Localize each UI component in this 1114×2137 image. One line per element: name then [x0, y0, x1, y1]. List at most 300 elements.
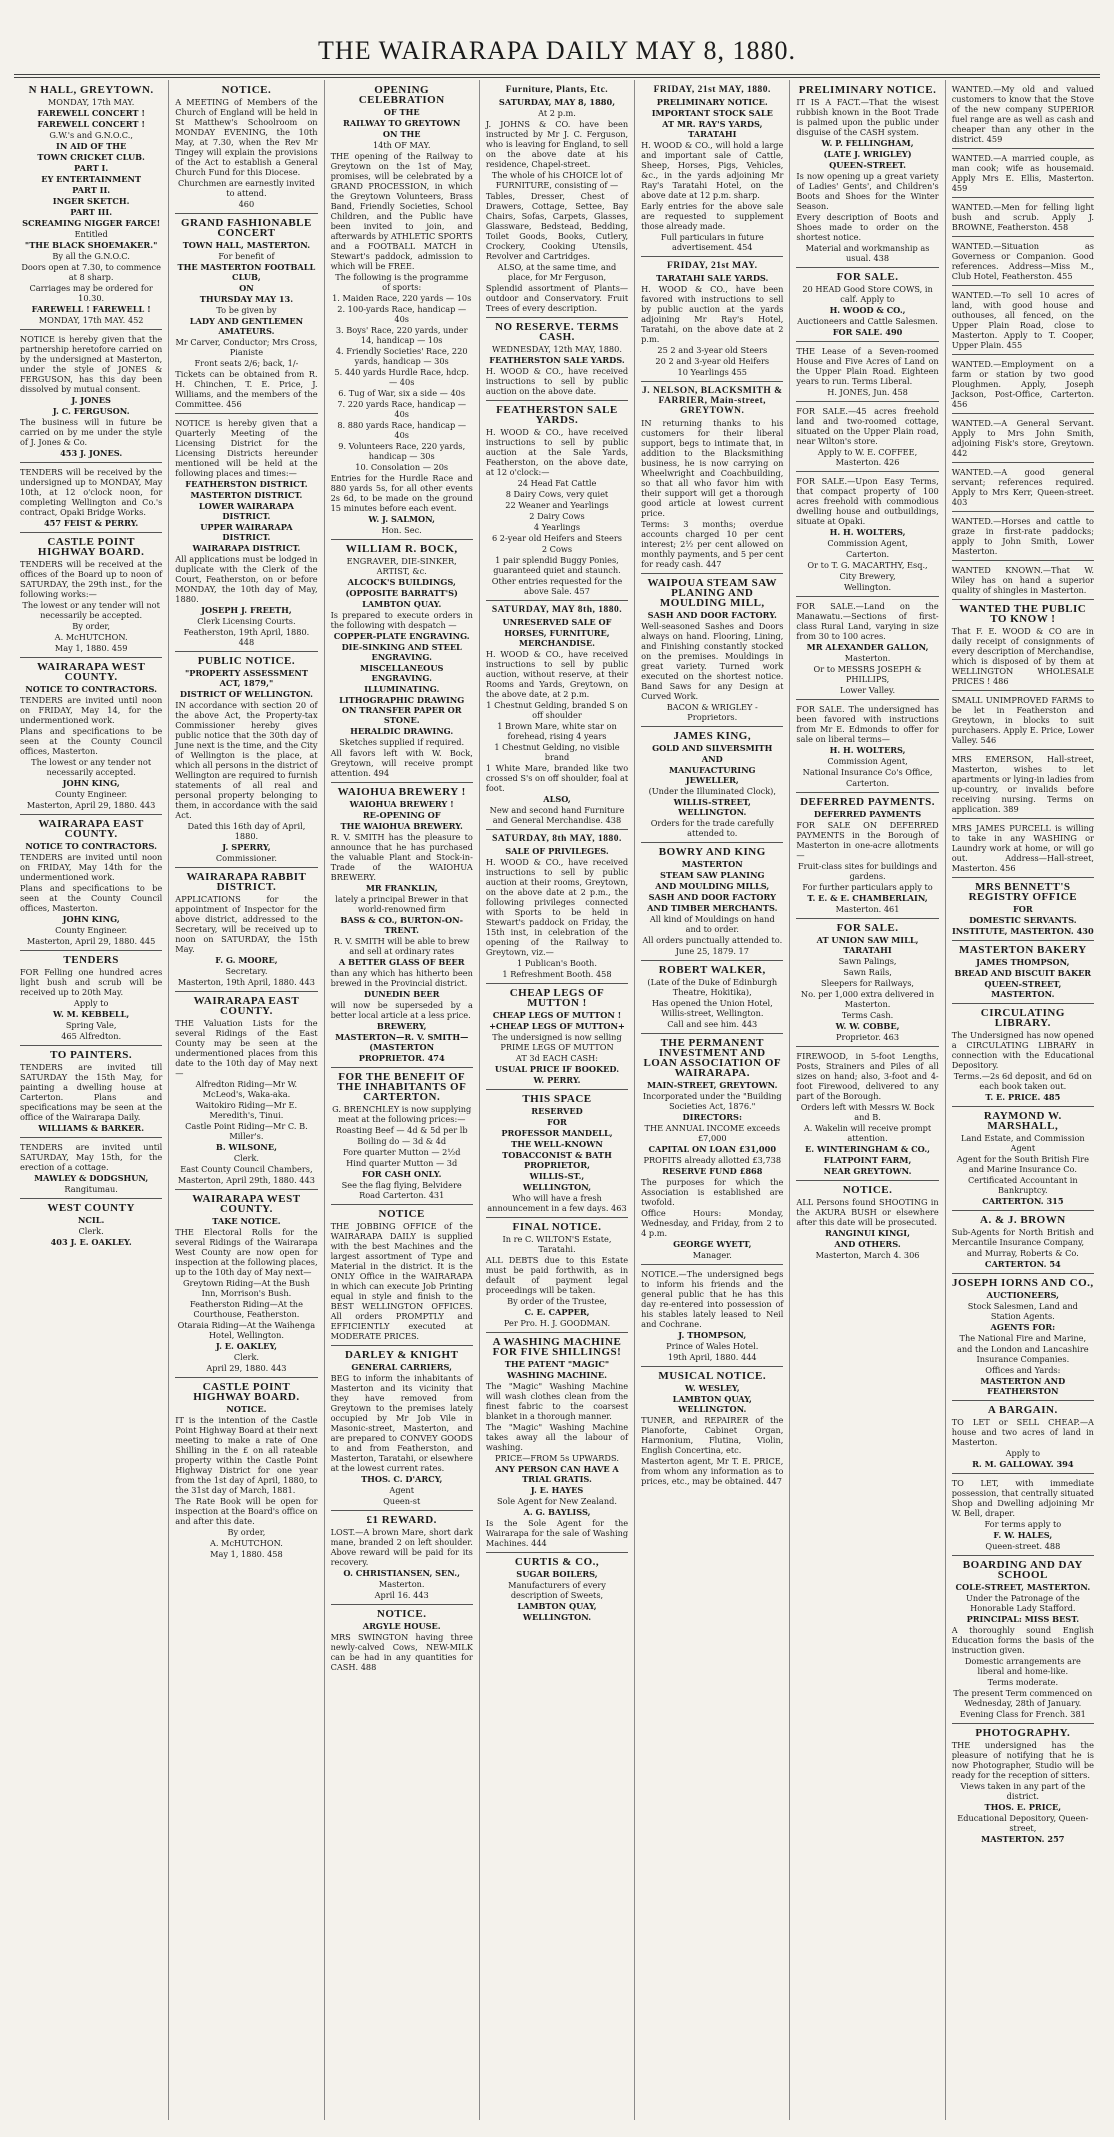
ad-subheading: MR FRANKLIN,: [365, 883, 438, 893]
ad-line: Full particulars in future advertisement. 454: [660, 232, 764, 252]
ad-subheading: 403 J. E. OAKLEY.: [50, 1237, 132, 1247]
ad-subheading: ILLUMINATING.: [364, 684, 440, 694]
ad-line: Waitokiro Riding—Mr E. Meredith's, Tinui.: [195, 1100, 298, 1120]
ad-line: Clerk.: [233, 1153, 260, 1163]
ad-heading: MASTERTON BAKERY: [958, 944, 1087, 956]
ad-line: No. per 1,000 extra delivered in Masterton.: [800, 989, 935, 1009]
advertisement: [952, 1560, 1094, 1724]
ad-line: A. McHUTCHON.: [209, 1538, 283, 1548]
ad-body-text: Early entries for the above sale are requested to supplement those already made.: [641, 201, 784, 231]
ad-subheading: NOTICE TO CONTRACTORS.: [25, 841, 157, 851]
ad-heading: OPENING CELEBRATION: [358, 84, 445, 106]
ad-heading: WAIPOUA STEAM SAW PLANING AND MOULDING MILL,: [647, 577, 778, 609]
advertisement: [20, 1142, 162, 1199]
ad-heading: BOARDING AND DAY SCHOOL: [962, 1559, 1083, 1581]
ad-line: Terms Cash.: [841, 1010, 894, 1020]
ad-heading: N HALL, GREYTOWN.: [28, 84, 154, 96]
ad-body-text: FIREWOOD, in 5-foot Lengths, Posts, Strainers and Piles of all sizes on hand; also, 3-foot and 4-foot Firewood, delivered to any part of the Borough.: [796, 1051, 939, 1101]
advertisement: [175, 218, 317, 414]
ad-body-text: H. WOOD & CO., will hold a large and important sale of Cattle, Sheep, Horses, Pigs, Vehicles, &c., in the yards adjoining Mr Ray's Taratahi Hotel, on the above date at 12 p.m. sharp.: [641, 140, 784, 200]
ad-line: Masterton.: [844, 653, 891, 663]
advertisement: [175, 996, 317, 1190]
ad-body-text: THE Electoral Rolls for the several Ridings of the Wairarapa West County are now open for inspection at the following places, up to the 10th day of May next—: [175, 1227, 318, 1277]
ad-subheading: TARATAHI SALE YARDS.: [656, 273, 769, 283]
ad-line: 2 Cows: [541, 544, 573, 554]
ad-heading: NOTICE: [378, 1208, 425, 1220]
ad-body-text: H. WOOD & CO., have been favored with instructions to sell by public auction at the yards adjoining Mr Ray's Hotel, Taratahi, on the above date at 2 p.m.: [641, 284, 784, 344]
ad-body-text: TENDERS are invited until noon on FRIDAY, May 14, for the undermentioned work.: [20, 695, 163, 725]
ad-line: New and second hand Furniture and General Merchandise. 438: [489, 805, 625, 825]
ad-heading: WAIRARAPA WEST COUNTY.: [192, 1193, 301, 1215]
advertisement: [20, 662, 162, 815]
ad-line: 1 pair splendid Buggy Ponies, guaranteed quiet and staunch.: [493, 555, 621, 575]
ad-body-text: Is now opening up a great variety of Ladies' Gents', and Children's Boots and Shoes for the Winter Season.: [796, 171, 939, 211]
ad-subheading: RESERVE FUND £868: [662, 1166, 763, 1176]
ad-line: Masterton, April 29th, 1880. 443: [177, 1175, 315, 1185]
ad-line: H. JONES, Jun. 458: [827, 387, 908, 397]
ad-line: Terms moderate.: [987, 1677, 1059, 1687]
masthead-rule: [14, 74, 1100, 75]
ad-line: The National Fire and Marine,: [959, 1333, 1087, 1343]
ad-body-text: NOTICE is hereby given that the partnership heretofore carried on by the undersigned at Masterton, under the style of JONES & FERGUSON, has this day been dissolved by mutual consent.: [20, 334, 163, 394]
ad-heading: CHEAP LEGS OF MUTTON !: [509, 987, 605, 1009]
ad-body-text: The Undersigned has now opened a CIRCULATING LIBRARY in connection with the Educational Depository.: [951, 1030, 1094, 1070]
advertisement: [641, 85, 783, 257]
ad-subheading: MASTERTON. 257: [981, 1834, 1065, 1844]
ad-line: (Late of the Duke of Edinburgh Theatre, Hokitika),: [647, 977, 778, 997]
ad-line: Who will have a fresh announcement in a few days. 463: [487, 1193, 627, 1213]
ad-subheading: J. THOMPSON,: [678, 1330, 747, 1340]
ad-subheading: NEAR GREYTOWN.: [823, 1166, 912, 1176]
ad-line: R. V. SMITH will be able to brew and sell at ordinary rates: [333, 936, 470, 956]
advertisement: [952, 1111, 1094, 1211]
ad-subheading: SALE OF PRIVILEGES.: [505, 846, 609, 856]
advertisement: [796, 1185, 938, 1264]
ad-line: The undersigned is now selling PRIME LEGS OF MUTTON: [492, 1032, 622, 1052]
ad-subheading: J. SPERRY,: [222, 842, 271, 852]
ad-subheading: LAMBTON QUAY, WELLINGTON.: [672, 1394, 752, 1414]
ad-heading: WAIRARAPA EAST COUNTY.: [193, 995, 300, 1017]
ad-subheading: ON: [239, 283, 254, 293]
ad-subheading: WELLINGTON,: [522, 1182, 592, 1192]
ad-subheading: B. WILSONE,: [215, 1142, 277, 1152]
ad-body-text: The "Magic" Washing Machine will wash clothes clean from the finest fabric to the coarsest blanket in a thorough manner.: [485, 1381, 629, 1421]
advertisement: [796, 476, 938, 597]
ad-body-text: FOR SALE ON DEFERRED PAYMENTS in the Borough of Masterton in one-acre allotments—: [796, 820, 939, 860]
ad-body-text: FOR SALE.—Upon Easy Terms, that compact property of 100 acres freehold with commodious dwelling house and outbuildings, situate at Opaki.: [796, 476, 939, 526]
ad-body-text: Plans and specifications to be seen at the County Council offices, Masterton.: [20, 726, 163, 756]
ad-line: 8. 880 yards Race, handicap — 40s: [337, 420, 467, 440]
ad-line: Masterton, April 29, 1880. 445: [26, 936, 156, 946]
ad-subheading: WILLIS-ST.,: [529, 1171, 585, 1181]
advertisement: [331, 787, 473, 1068]
ad-heading: WAIRARAPA RABBIT DISTRICT.: [186, 871, 307, 893]
ad-body-text: H. WOOD & CO., have received instructions to sell by public auction at their rooms, Greytown, on the above date at 2 p.m., the following privileges connected with Sports to be held in Stewart's paddock on Friday, the 15th inst, in celebration of the opening of the Railway to Greytown, viz.—: [485, 857, 629, 957]
ad-line: Commissioner.: [215, 853, 277, 863]
ad-subheading: DUNEDIN BEER: [363, 989, 440, 999]
ad-heading: SATURDAY, MAY 8th, 1880.: [491, 605, 623, 615]
advertisement: [331, 1072, 473, 1205]
ad-subheading: LITHOGRAPHIC DRAWING ON TRANSFER PAPER OR STONE.: [339, 695, 465, 725]
ad-subheading: W. PERRY.: [533, 1075, 581, 1085]
ad-subheading: +CHEAP LEGS OF MUTTON+: [489, 1021, 625, 1031]
ad-body-text: Tables, Dresser, Chest of Drawers, Cottage, Settee, Bay Chairs, Sofas, Carpets, Glasses, Glassware, Bedstead, Bedding, Toilet Goods, Books, Cutlery, Crockery, Cooking Utensils, Revolver and Cartridges.: [485, 191, 629, 261]
advertisement: [641, 578, 783, 727]
ad-subheading: MR ALEXANDER GALLON,: [806, 642, 929, 652]
ad-subheading: INSTITUTE, MASTERTON. 430: [951, 926, 1094, 936]
advertisement: [952, 695, 1094, 750]
advertisement: [20, 537, 162, 658]
ad-subheading: COPPER-PLATE ENGRAVING.: [333, 631, 470, 641]
ad-body-text: WANTED.—Situation as Governess or Companion. Good references. Address—Miss M., Club Hotel, Featherston. 455: [951, 241, 1094, 281]
ad-body-text: will now be superseded by a better local article at a less price.: [330, 1000, 473, 1020]
ad-body-text: FOR SALE.—45 acres freehold land and two-roomed cottage, situated on the Upper Plain road, near Wilton's store.: [796, 406, 939, 446]
advertisement: [952, 823, 1094, 878]
ad-line: Views taken in any part of the district.: [960, 1781, 1086, 1801]
ad-subheading: NOTICE TO CONTRACTORS.: [25, 684, 157, 694]
ad-line: Per Pro. H. J. GOODMAN.: [503, 1318, 611, 1328]
masthead: [0, 0, 1114, 78]
ad-subheading: COLE-STREET, MASTERTON.: [955, 1582, 1091, 1592]
ad-line: All kind of Mouldings on hand and to order.: [649, 914, 775, 934]
ad-subheading: UNRESERVED SALE OF: [502, 617, 612, 627]
ad-body-text: THE undersigned has the pleasure of notifying that he is now Photographer, Studio will be ready for the reception of sitters.: [951, 1740, 1094, 1780]
ad-subheading: MISCELLANEOUS ENGRAVING.: [360, 663, 444, 683]
ad-subheading: PART III.: [70, 207, 113, 217]
ad-body-text: LOST.—A brown Mare, short dark mane, branded 2 on left shoulder. Above reward will be paid for its recovery.: [330, 1527, 473, 1567]
ad-line: ALSO, at the same time, and place, for Mr Ferguson,: [497, 262, 617, 282]
ad-subheading: F. G. MOORE,: [215, 955, 278, 965]
ad-subheading: SASH AND DOOR FACTORY: [648, 892, 776, 902]
ad-line: Domestic arrangements are liberal and home-like.: [964, 1656, 1081, 1676]
ad-subheading: MANUFACTURING JEWELLER,: [668, 765, 756, 785]
ad-subheading: THURSDAY MAY 13.: [199, 294, 294, 304]
ad-body-text: TENDERS are invited until noon on FRIDAY, May 14th for the undermentioned work.: [20, 852, 163, 882]
ad-heading: FRIDAY, 21st MAY.: [667, 261, 758, 271]
ad-line: Rangitumau.: [64, 1184, 118, 1194]
ad-line: 10 Yearlings 455: [677, 367, 748, 377]
ad-subheading: MAIN-STREET, GREYTOWN.: [647, 1080, 778, 1090]
ad-body-text: The Rate Book will be open for inspection at the Board's office on and after this date.: [175, 1496, 318, 1526]
ad-body-text: MRS EMERSON, Hall-street, Masterton, wishes to let apartments or lying-in ladies from up-country, or invalids before receiving nursing. Terms on application. 389: [951, 754, 1094, 814]
advertisement: [20, 334, 162, 463]
ad-line: Featherston Riding—At the Courthouse, Featherston.: [189, 1299, 303, 1319]
ad-body-text: WANTED.—A good general servant; references required. Apply to Mrs Kerr, Queen-street. 403: [951, 467, 1094, 507]
ad-subheading: CHEAP LEGS OF MUTTON !: [492, 1010, 622, 1020]
advertisement: [641, 386, 783, 574]
advertisement: [175, 85, 317, 214]
ad-line: Masterton, March 4. 306: [815, 1250, 920, 1260]
ad-line: Call and see him. 443: [667, 1019, 758, 1029]
ad-subheading: FAREWELL ! FAREWELL !: [31, 304, 151, 314]
advertisement: [952, 290, 1094, 355]
advertisement: [175, 418, 317, 652]
ad-line: 5. 440 yards Hurdle Race, hdcp. — 40s: [334, 367, 469, 387]
column-2: [169, 80, 324, 2120]
advertisement: [331, 1609, 473, 1676]
ad-subheading: FAREWELL CONCERT !: [37, 108, 145, 118]
ad-line: 19th April, 1880. 444: [667, 1352, 757, 1362]
ad-line: Material and workmanship as usual. 438: [805, 243, 930, 263]
ad-line: Clerk.: [78, 1226, 104, 1236]
advertisement: [796, 406, 938, 472]
advertisement: [952, 565, 1094, 600]
advertisement: [175, 872, 317, 992]
title-date: 8, 1880.: [703, 36, 796, 65]
ad-subheading: JAMES THOMPSON,: [976, 957, 1070, 967]
ad-subheading: AND: [701, 754, 723, 764]
column-3: [325, 80, 480, 2120]
advertisement: [952, 945, 1094, 1004]
ad-line: East County Council Chambers,: [180, 1164, 313, 1174]
ad-line: 10. Consolation — 20s: [355, 462, 449, 472]
ad-subheading: HERALDIC DRAWING.: [350, 726, 454, 736]
ad-line: Offices and Yards:: [985, 1365, 1061, 1375]
ad-subheading: HORSES, FURNITURE, MERCHANDISE.: [504, 628, 610, 648]
ad-heading: DEFERRED PAYMENTS.: [800, 796, 935, 808]
ad-line: Or to T. G. MACARTHY, Esq.,: [807, 560, 928, 570]
ad-body-text: 1 White Mare, branded like two crossed S's on off shoulder, foal at foot.: [485, 763, 629, 793]
ad-line: Mr Carver, Conductor; Mrs Cross, Pianiste: [175, 337, 318, 357]
ad-subheading: STEAM SAW PLANING: [660, 870, 765, 880]
ad-subheading: QUEEN-STREET, MASTERTON.: [984, 979, 1062, 999]
ad-line: Orders left with Messrs W. Bock and B.: [800, 1102, 935, 1122]
advertisement: [952, 1728, 1094, 1848]
column-1: [14, 80, 169, 2120]
ad-subheading: MASTERTON: [681, 859, 743, 869]
ad-body-text: Well-seasoned Sashes and Doors always on hand. Flooring, Lining, and Finishing constantly stocked on the premises. Mouldings in great variety. Turned work executed on the shortest notice. Band Saws for any Design at Curved Work.: [641, 621, 784, 701]
advertisement: [486, 1557, 628, 1626]
advertisement: [952, 153, 1094, 198]
newspaper-title: [0, 36, 1114, 66]
advertisement: [641, 847, 783, 961]
ad-subheading: F. W. HALES,: [993, 1530, 1053, 1540]
ad-body-text: J. JOHNS & CO. have been instructed by Mr J. C. Ferguson, who is leaving for England, to sell on the above date at his residence, Chapel-street.: [485, 119, 629, 169]
ad-body-text: Is prepared to execute orders in the following with despatch —: [330, 610, 473, 630]
ad-subheading: 453 J. JONES.: [60, 448, 123, 458]
ad-line: Land Estate, and Commission Agent: [960, 1133, 1085, 1153]
advertisement: [641, 965, 783, 1034]
ad-body-text: TO LET, with immediate possession, that centrally situated Shop and Dwelling adjoining Mr W. Bell, draper.: [951, 1478, 1094, 1518]
ad-heading: THIS SPACE: [522, 1093, 592, 1105]
advertisement: [952, 1478, 1094, 1556]
ad-subheading: FOR: [1012, 904, 1033, 914]
ad-heading: FOR SALE.: [836, 271, 899, 283]
ad-line: 20 2 and 3-year old Heifers: [655, 356, 770, 366]
ad-body-text: TUNER, and REPAIRER of the Pianoforte, Cabinet Organ, Harmonium, Flutina, Violin, English Concertina, etc.: [641, 1415, 784, 1455]
ad-line: Sole Agent for New Zealand.: [497, 1496, 617, 1506]
ad-body-text: R. V. SMITH has the pleasure to announce that he has purchased the valuable Plant and Stock-in-Trade of the WAIOHUA BREWERY.: [330, 832, 473, 882]
ad-body-text: SMALL UNIMPROVED FARMS to be let in Featherston and Greytown, in blocks to suit purchasers. Apply E. Price, Lower Valley. 546: [951, 695, 1094, 745]
ad-subheading: H. WOOD & CO.,: [829, 305, 906, 315]
ad-line: County Engineer.: [55, 925, 128, 935]
ad-subheading: MAWLEY & DODGSHUN,: [34, 1173, 149, 1183]
ad-subheading: GENERAL CARRIERS,: [351, 1362, 452, 1372]
ad-line: Masterton, 19th April, 1880. 443: [177, 977, 315, 987]
advertisement: [20, 819, 162, 951]
ad-heading: WAIRARAPA EAST COUNTY.: [38, 818, 144, 840]
ad-heading: DARLEY & KNIGHT: [344, 1349, 459, 1361]
ad-subheading: THE MASTERTON FOOTBALL CLUB,: [177, 262, 316, 282]
ad-body-text: IT is the intention of the Castle Point Highway Board at their next meeting to make a rate of One Shilling in the £ on all rateable property within the Castle Point Highway District for one year from the 1st day of April, 1880, to the 31st day of March, 1881.: [175, 1415, 318, 1495]
advertisement: [796, 272, 938, 342]
ad-body-text: MRS SWINGTON having three newly-calved Cows, NEW-MILK can be had in any quantities for CASH. 488: [330, 1632, 473, 1672]
ad-line: 9. Volunteers Race, 220 yards, handicap — 30s: [338, 441, 466, 461]
advertisement: [331, 85, 473, 540]
ad-body-text: Splendid assortment of Plants—outdoor and Conservatory. Fruit Trees of every description.: [485, 283, 629, 313]
ad-line: Manufacturers of every description of Sweets,: [508, 1580, 606, 1600]
ad-line: Masterton.: [378, 1579, 425, 1589]
ad-body-text: Terms: 3 months; overdue accounts charged 10 per cent interest; 2½ per cent allowed on monthly payments, and 5 per cent for ready cash. 447: [641, 519, 784, 569]
ad-line: 2. 100-yards Race, handicap — 40s: [337, 304, 467, 324]
ad-subheading: A. G. BAYLISS,: [523, 1507, 591, 1517]
ad-line: The lowest or any tender not necessarily accepted.: [31, 757, 152, 777]
ad-body-text: TENDERS are invited until SATURDAY, May 15th, for the erection of a cottage.: [20, 1142, 163, 1172]
ad-body-text: TENDERS will be received at the offices of the Board up to noon of SATURDAY, the 29th inst., for the following works:—: [20, 559, 163, 599]
ad-line: 1 Refreshment Booth. 458: [502, 969, 612, 979]
ad-line: Masterton, April 29, 1880. 443: [26, 800, 156, 810]
advertisement: [175, 656, 317, 868]
ad-line: Evening Class for French. 381: [959, 1709, 1086, 1719]
ad-line: Sleepers for Railways,: [821, 978, 915, 988]
ad-subheading: J. C. FERGUSON.: [52, 406, 130, 416]
ad-body-text: The business will in future be carried on by me under the style of J. Jones & Co.: [20, 417, 163, 447]
ad-subheading: (LATE J. WRIGLEY): [823, 149, 912, 159]
ad-line: 8 Dairy Cows, very quiet: [505, 489, 609, 499]
ad-subheading: J. JONES: [71, 395, 111, 405]
ad-subheading: PROPRIETOR. 474: [358, 1053, 445, 1063]
ad-line: Agent: [389, 1485, 414, 1495]
ad-subheading: WILLIAMS & BARKER.: [38, 1123, 145, 1133]
advertisement: [952, 604, 1094, 691]
ad-heading: WAIRARAPA WEST COUNTY.: [36, 661, 146, 683]
ad-heading: A WASHING MACHINE FOR FIVE SHILLINGS!: [492, 1336, 622, 1358]
ad-heading: FOR SALE.: [836, 922, 899, 934]
ad-subheading: GEORGE WYETT,: [673, 1239, 752, 1249]
advertisement: [796, 1051, 938, 1181]
ad-subheading: CAPITAL ON LOAN £31,000: [648, 1144, 777, 1154]
ad-heading: MUSICAL NOTICE.: [658, 1370, 767, 1382]
ad-subheading: GOLD AND SILVERSMITH: [652, 743, 773, 753]
ad-body-text: Is the Sole Agent for the Wairarapa for the sale of Washing Machines. 444: [485, 1518, 629, 1548]
ad-subheading: TOWN HALL, MASTERTON.: [182, 240, 311, 250]
advertisement: [952, 359, 1094, 414]
ad-line: Fruit-class sites for buildings and gardens.: [797, 861, 938, 881]
ad-subheading: PRELIMINARY NOTICE.: [656, 97, 768, 107]
advertisement: [952, 84, 1094, 149]
ad-line: Manager.: [692, 1250, 732, 1260]
ad-subheading: AUCTIONEERS,: [986, 1290, 1059, 1300]
ad-subheading: H. H. WOLTERS,: [829, 527, 906, 537]
advertisement: [796, 601, 938, 700]
ad-subheading: A BETTER GLASS OF BEER: [338, 957, 465, 967]
advertisement: [641, 261, 783, 382]
ad-heading: WEST COUNTY: [47, 1202, 135, 1214]
ad-heading: CASTLE POINT HIGHWAY BOARD.: [193, 1381, 300, 1403]
advertisement: [952, 1278, 1094, 1401]
ad-body-text: A thoroughly sound English Education forms the basis of the instruction given.: [951, 1625, 1094, 1655]
ad-line: To be given by: [216, 305, 277, 315]
ad-body-text: That F. E. WOOD & CO are in daily receipt of consignments of every description of Merchandise, which is disposed of by them at WELLINGTON WHOLESALE PRICES ! 486: [951, 626, 1094, 686]
ad-subheading: LAMBTON QUAY.: [362, 599, 442, 609]
ad-line: Other entries requested for the above Sale. 457: [491, 576, 623, 596]
ad-line: Carriages may be ordered for 10.30.: [29, 283, 153, 303]
ad-subheading: BREWERY,: [376, 1021, 427, 1031]
ad-heading: FINAL NOTICE.: [512, 1221, 602, 1233]
ad-subheading: PART I.: [74, 163, 109, 173]
ad-subheading: LADY AND GENTLEMEN AMATEURS.: [189, 316, 304, 336]
ad-body-text: THE opening of the Railway to Greytown on the 1st of May, promises, will be celebrated by a GRAND PROCESSION, in which the Greytown Volunteers, Brass Band, Friendly Societies, School Children, and the Public have been invited to join, and afterwards by ATHLETIC SPORTS and a FOOTBALL MATCH in Stewart's paddock, admission to which will be FREE.: [330, 151, 473, 271]
ad-subheading: FAREWELL CONCERT !: [37, 119, 145, 129]
ad-line: April 16. 443: [374, 1590, 429, 1600]
ad-subheading: QUEEN-STREET.: [829, 160, 906, 170]
ad-line: Spring Vale,: [65, 1020, 117, 1030]
ad-subheading: THOS. E. PRICE,: [984, 1802, 1062, 1812]
ad-line: See the flag flying, Belvidere Road Carterton. 431: [341, 1180, 462, 1200]
ad-body-text: Plans and specifications to be seen at the County Council offices, Masterton.: [20, 883, 163, 913]
advertisement: [486, 605, 628, 830]
ad-subheading: JOHN KING,: [62, 778, 120, 788]
ad-subheading: "PROPERTY ASSESSMENT ACT, 1879,": [184, 668, 308, 688]
advertisement: [952, 1405, 1094, 1474]
ad-line: 460: [238, 199, 255, 209]
ad-body-text: IN accordance with section 20 of the above Act, the Property-tax Commissioner hereby gives public notice that the 30th day of June next is the time, and the City of Wellington is the place, at which all persons in the district of Wellington are required to furnish statements of all real and personal property belonging to them, in accordance with the said Act.: [175, 700, 318, 820]
ad-subheading: BREAD AND BISCUIT BAKER: [954, 968, 1092, 978]
advertisement: [641, 1269, 783, 1367]
ad-body-text: WANTED KNOWN.—That W. Wiley has on hand a superior quality of shingles in Masterton.: [951, 565, 1094, 595]
ad-heading: BOWRY AND KING: [658, 846, 766, 858]
ad-heading: A BARGAIN.: [987, 1404, 1058, 1416]
ad-line: Sketches supplied if required.: [339, 737, 465, 747]
ad-subheading: J. E. HAYES: [530, 1485, 584, 1495]
ad-body-text: FOR SALE.—Land on the Manawatu.—Sections of first-class Rural Land, varying in size from 30 to 100 acres.: [796, 601, 939, 641]
ad-subheading: R. M. GALLOWAY. 394: [972, 1459, 1074, 1469]
ad-subheading: (OPPOSITE BARRATT'S): [345, 588, 458, 598]
ad-subheading: FOR: [547, 1117, 567, 1127]
ad-heading: NO RESERVE. TERMS CASH.: [495, 321, 619, 343]
ad-subheading: "THE BLACK SHOEMAKER.": [24, 240, 158, 250]
ad-line: Greytown Riding—At the Bush Inn, Morrison's Bush.: [183, 1278, 310, 1298]
ad-line: 4 Yearlings: [533, 522, 581, 532]
ad-subheading: W. M. KEBBELL,: [53, 1009, 130, 1019]
advertisement: [796, 85, 938, 268]
ad-line: The whole of his CHOICE lot of FURNITURE, consisting of —: [491, 170, 623, 190]
advertisement: [175, 1382, 317, 1563]
ad-line: Boiling do — 3d & 4d: [357, 1136, 447, 1146]
ad-body-text: The "Magic" Washing Machine takes away all the labour of washing.: [485, 1422, 629, 1452]
advertisement: [952, 467, 1094, 512]
ad-line: Apply to: [73, 998, 109, 1008]
ad-line: Queen-st: [383, 1496, 421, 1506]
ad-line: Stock Salesmen, Land and Station Agents.: [967, 1301, 1078, 1321]
ad-subheading: ALSO,: [543, 794, 571, 804]
ad-line: 1 Brown Mare, white star on forehead, rising 4 years: [497, 721, 617, 741]
ad-subheading: T. E. PRICE. 485: [985, 1092, 1061, 1102]
advertisement: [641, 731, 783, 843]
ad-line: April 29, 1880. 443: [206, 1363, 287, 1373]
ad-line: By order,: [72, 621, 111, 631]
ad-line: Castle Point Riding—Mr C. B. Miller's.: [185, 1121, 308, 1141]
ad-line: WEDNESDAY, 12th MAY, 1880.: [492, 344, 622, 354]
ad-body-text: WANTED.—Men for felling light bush and scrub. Apply J. BROWNE, Featherston. 458: [951, 202, 1094, 232]
ad-line: PROFITS already allotted £3,738: [643, 1155, 782, 1165]
ad-line: Otaraia Riding—At the Waihenga Hotel, Wellington.: [177, 1320, 316, 1340]
ad-line: 25 2 and 3-year old Steers: [657, 345, 768, 355]
advertisement: [175, 1194, 317, 1378]
ad-body-text: TENDERS will be received by the undersigned up to MONDAY, May 10th, at 12 o'clock noon, for completing Wellington and Co.'s contract, Opaki Bridge Works.: [20, 467, 163, 517]
ad-body-text: IT IS A FACT.—That the wisest rubbish known in the Boot Trade is palmed upon the public under disguise of the CASH system.: [796, 97, 939, 137]
ad-subheading: FEATHERSTON SALE YARDS.: [489, 355, 625, 365]
